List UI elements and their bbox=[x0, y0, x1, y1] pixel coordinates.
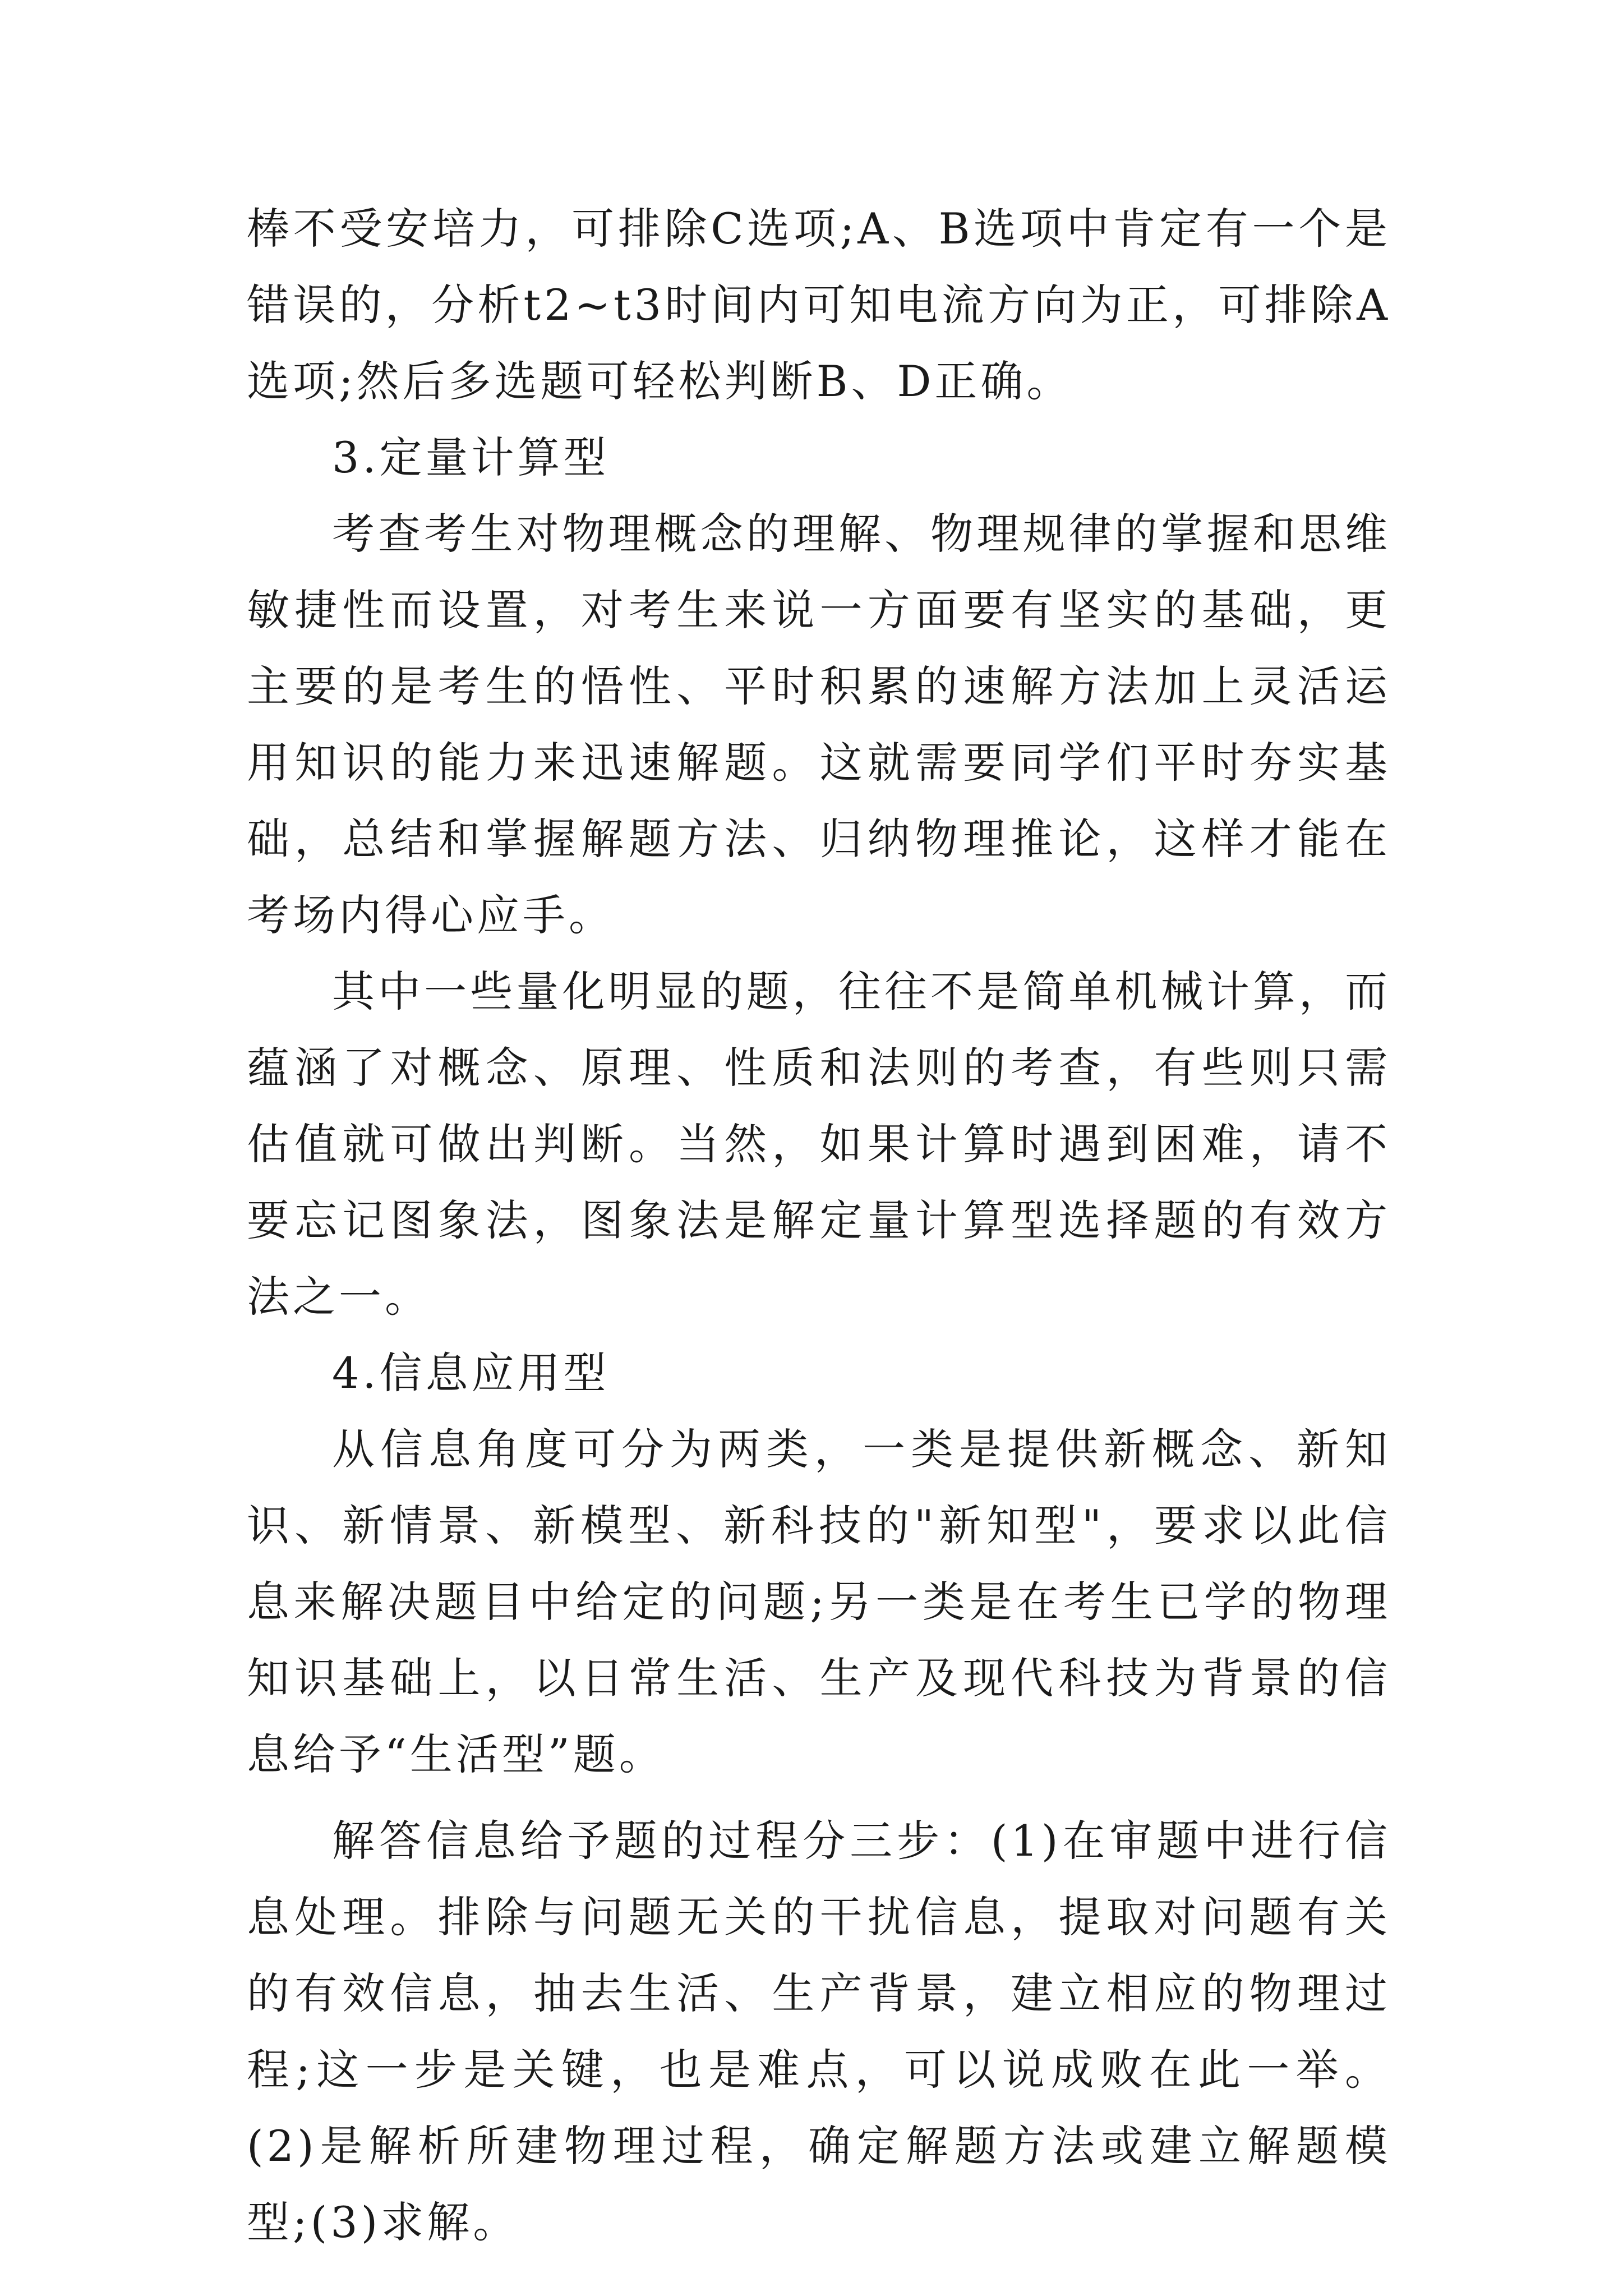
document-body bbox=[247, 191, 1391, 2261]
section-heading-quantitative: 3.定量计算型 bbox=[332, 432, 610, 482]
paragraph-information-steps: 解答信息给予题的过程分三步：(1)在审题中进行信息处理。排除与问题无关的干扰信息，提取对问题有关的有效信息，抽去生活、生产背景，建立相应的物理过程;这一步是关键，也是难点，可以说成败在此一举。(2)是解析所建物理过程，确定解题方法或建立解题模型;(3)求解。 bbox=[247, 1816, 1391, 2247]
continuation-paragraph: 棒不受安培力，可排除C选项;A、B选项中肯定有一个是错误的，分析t2~t3时间内可知电流方向为正，可排除A选项;然后多选题可轻松判断B、D正确。 bbox=[247, 204, 1391, 406]
section-heading-information: 4.信息应用型 bbox=[332, 1348, 610, 1398]
paragraph-information-types: 从信息角度可分为两类，一类是提供新概念、新知识、新情景、新模型、新科技的"新知型"，要求以此信息来解决题目中给定的问题;另一类是在考生已学的物理知识基础上，以日常生活、生产及现代科技为背景的信息给予“生活型”题。 bbox=[247, 1424, 1391, 1779]
paragraph-quantitative-estimation: 其中一些量化明显的题，往往不是简单机械计算，而蕴涵了对概念、原理、性质和法则的考查，有些则只需估值就可做出判断。当然，如果计算时遇到困难，请不要忘记图象法，图象法是解定量计算型选择题的有效方法之一。 bbox=[247, 967, 1391, 1322]
paragraph-quantitative-intro: 考查考生对物理概念的理解、物理规律的掌握和思维敏捷性而设置，对考生来说一方面要有坚实的基础，更主要的是考生的悟性、平时积累的速解方法加上灵活运用知识的能力来迅速解题。这就需要同学们平时夯实基础，总结和掌握解题方法、归纳物理推论，这样才能在考场内得心应手。 bbox=[247, 509, 1391, 940]
